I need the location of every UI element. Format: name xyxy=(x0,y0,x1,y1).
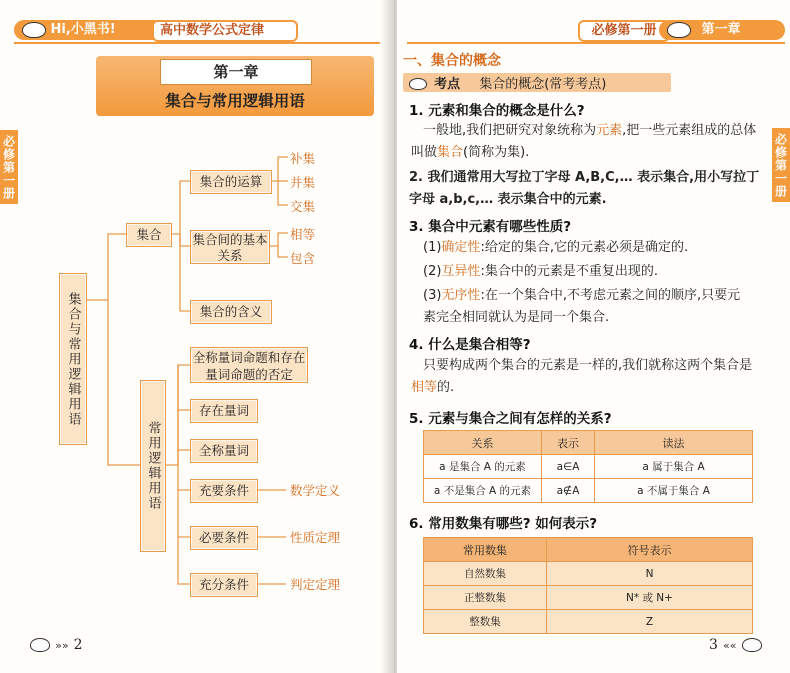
table-header: 读法 xyxy=(595,431,753,455)
book-title: 高中数学公式定律 xyxy=(152,20,298,42)
mascot-icon xyxy=(742,638,762,652)
question-1: 1. 元素和集合的概念是什么? xyxy=(409,103,585,119)
right-footer xyxy=(709,634,762,653)
leaf-definition: 数学定义 xyxy=(290,483,341,498)
kaodian-label: 考点 xyxy=(434,77,461,92)
node-existential: 存在量词 xyxy=(190,399,258,423)
relation-table xyxy=(423,430,753,503)
header-chapter: 第一章 xyxy=(701,22,741,37)
page-number: 2 xyxy=(73,637,83,653)
footer-arrows: »» xyxy=(55,639,69,652)
leaf-equal: 相等 xyxy=(290,227,316,242)
header-chapter-pill xyxy=(659,20,785,40)
node-set: 集合 xyxy=(126,223,172,247)
question-5: 5. 元素与集合之间有怎样的关系? xyxy=(409,411,612,427)
table-row: 自然数集 N xyxy=(424,562,753,586)
node-set-operations: 集合的运算 xyxy=(190,170,272,194)
leaf-intersection: 交集 xyxy=(290,199,316,214)
left-footer xyxy=(30,634,83,653)
table-row: a 不是集合 A 的元素 a∉A a 不属于集合 A xyxy=(424,479,753,503)
answer-1: 一般地,我们把研究对象统称为元素,把一些元素组成的总体叫做集合(简称为集). xyxy=(411,123,757,160)
side-tab[interactable]: 必修第一册 xyxy=(772,128,790,202)
left-page xyxy=(0,0,393,673)
leaf-complement: 补集 xyxy=(290,151,316,166)
leaf-property-theorem: 性质定理 xyxy=(290,530,341,545)
table-header: 常用数集 xyxy=(424,538,547,562)
mindmap-root: 集合与常用逻辑用语 xyxy=(59,273,87,445)
question-2: 2. 我们通常用大写拉丁字母 A,B,C,… 表示集合,用小写拉丁字母 a,b,c,… 表示集合中的元素. xyxy=(409,170,760,207)
node-logic: 常用逻辑用语 xyxy=(140,380,166,552)
leaf-union: 并集 xyxy=(290,175,316,190)
table-header: 表示 xyxy=(542,431,595,455)
chapter-number: 第一章 xyxy=(213,63,259,81)
header-book: 必修第一册 xyxy=(578,20,670,42)
node-necessary: 必要条件 xyxy=(190,526,258,550)
table-row: a 是集合 A 的元素 a∈A a 属于集合 A xyxy=(424,455,753,479)
right-page xyxy=(397,0,790,673)
kaodian-text: 集合的概念(常考考点) xyxy=(479,77,607,92)
mascot-icon xyxy=(409,78,427,90)
question-4: 4. 什么是集合相等? xyxy=(409,337,531,353)
node-sufficient: 充分条件 xyxy=(190,573,258,597)
node-quantifier-negation: 全称量词命题和存在量词命题的否定 xyxy=(190,347,308,383)
chapter-title: 集合与常用逻辑用语 xyxy=(165,91,305,110)
question-3: 3. 集合中元素有哪些性质? xyxy=(409,219,572,235)
side-tab[interactable]: 必修第一册 xyxy=(0,130,18,204)
table-header: 符号表示 xyxy=(547,538,753,562)
answer-3-3: (3)无序性:在一个集合中,不考虑元素之间的顺序,只要元素完全相同就认为是同一个集合. xyxy=(423,288,741,325)
mascot-icon xyxy=(30,638,50,652)
table-row: 正整数集 N* 或 N+ xyxy=(424,586,753,610)
section-title: 一、集合的概念 xyxy=(403,53,501,69)
question-6: 6. 常用数集有哪些? 如何表示? xyxy=(409,516,598,532)
leaf-criterion-theorem: 判定定理 xyxy=(290,577,341,592)
kaodian-bar xyxy=(403,73,671,92)
node-necessary-sufficient: 充要条件 xyxy=(190,479,258,503)
answer-3-2: (2)互异性:集合中的元素是不重复出现的. xyxy=(423,264,658,279)
header-rule xyxy=(407,42,785,44)
answer-4: 只要构成两个集合的元素是一样的,我们就称这两个集合是相等的. xyxy=(411,358,753,395)
answer-3-1: (1)确定性:给定的集合,它的元素必须是确定的. xyxy=(423,240,689,255)
brand-text: Hi,小黑书! xyxy=(50,22,116,37)
node-set-relations: 集合间的基本关系 xyxy=(190,230,270,264)
page-number: 3 xyxy=(709,637,718,653)
footer-arrows: «« xyxy=(723,639,737,652)
table-row: 整数集 Z xyxy=(424,610,753,634)
number-set-table xyxy=(423,537,753,634)
node-set-meaning: 集合的含义 xyxy=(190,300,272,324)
mascot-icon xyxy=(667,22,691,38)
leaf-contain: 包含 xyxy=(290,251,316,266)
table-header: 关系 xyxy=(424,431,542,455)
node-universal: 全称量词 xyxy=(190,439,258,463)
